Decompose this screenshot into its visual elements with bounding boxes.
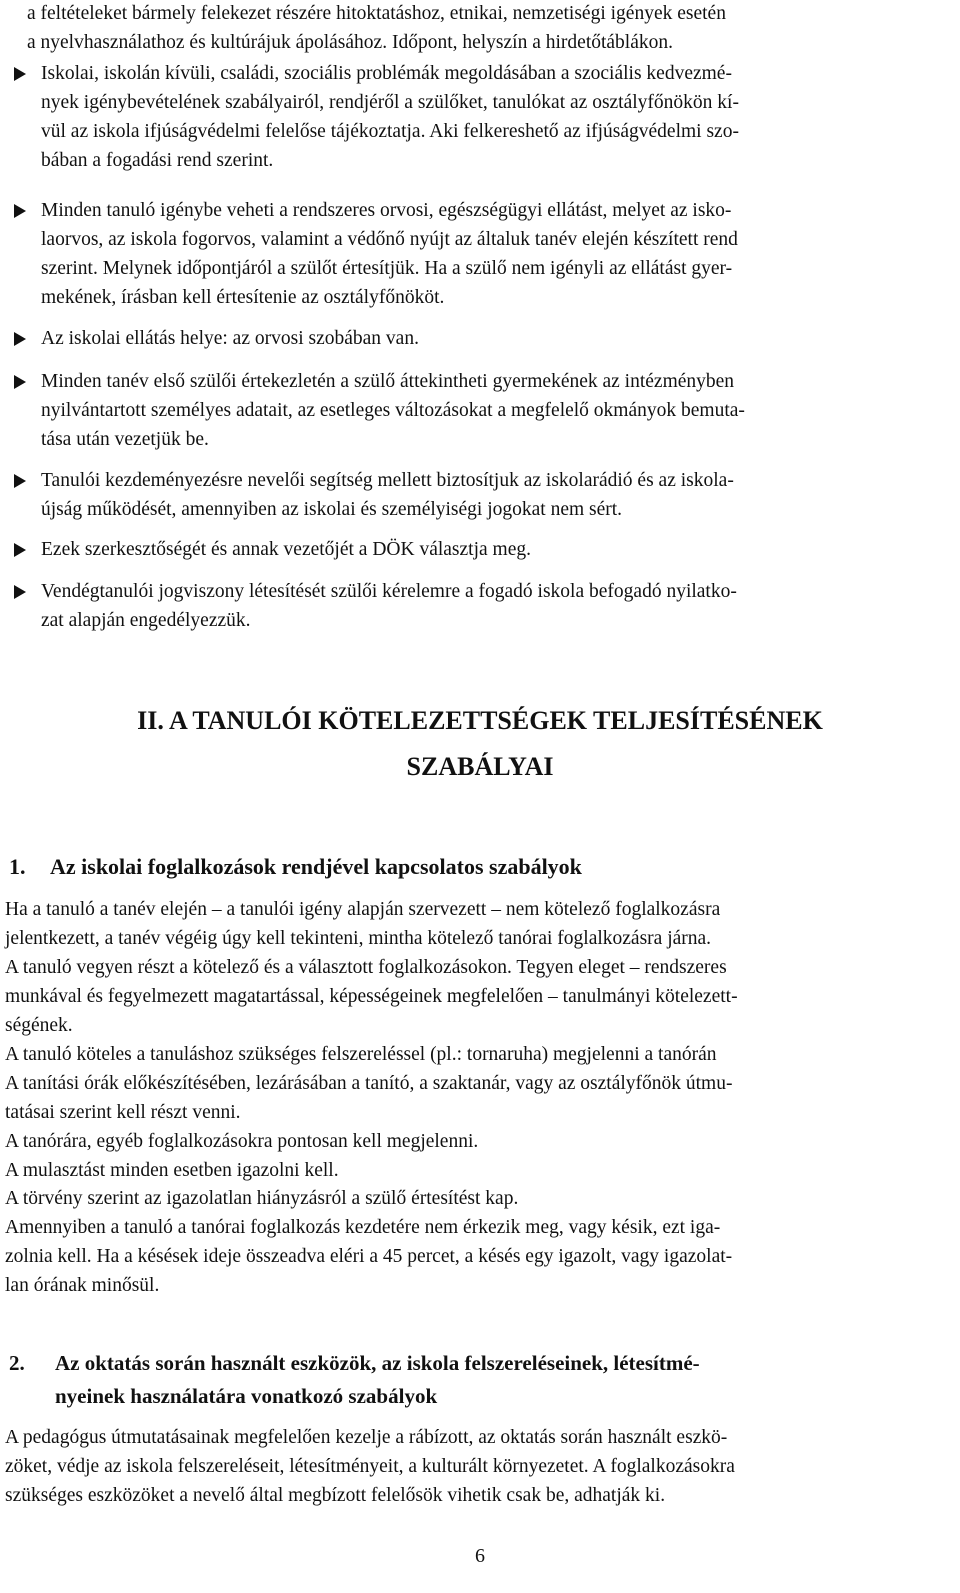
bullet-text-line: bában a fogadási rend szerint. (41, 150, 274, 171)
section-number: 1. (9, 854, 26, 879)
bullet-text-line: Az iskolai ellátás helye: az orvosi szobában van. (41, 328, 419, 349)
chapter-heading: II. A TANULÓI KÖTELEZETTSÉGEK TELJESÍTÉSÉNEK (137, 706, 823, 735)
bullet-text-line: Minden tanuló igénybe veheti a rendszeres orvosi, egészségügyi ellátást, melyet az isko- (41, 200, 732, 221)
body-text-line: Ha a tanuló a tanév elején – a tanulói igény alapján szervezett – nem kötelező foglalkozásra (5, 899, 721, 920)
triangle-bullet-icon (14, 332, 26, 346)
bullet-text-line: Tanulói kezdeményezésre nevelői segítség mellett biztosítjuk az iskolarádió és az iskola- (41, 470, 734, 491)
section-title: Az oktatás során használt eszközök, az iskola felszereléseinek, létesítmé- (55, 1351, 700, 1375)
body-text-line: A tanuló vegyen részt a kötelező és a választott foglalkozásokon. Tegyen eleget – rendszeres (5, 957, 727, 978)
body-text-line: A mulasztást minden esetben igazolni kell. (5, 1160, 339, 1181)
body-text-line: A tanuló köteles a tanuláshoz szükséges felszereléssel (pl.: tornaruha) megjelenni a tanórán (5, 1044, 717, 1065)
bullet-text-line: vül az iskola ifjúságvédelmi felelőse tájékoztatja. Aki felkereshető az ifjúságvédelmi szo- (41, 121, 739, 142)
triangle-bullet-icon (14, 543, 26, 557)
body-text-line: szükséges eszközöket a nevelő által megbízott felelősök vihetik csak be, adhatják ki. (5, 1485, 666, 1506)
triangle-bullet-icon (14, 204, 26, 218)
body-text-line: A törvény szerint az igazolatlan hiányzásról a szülő értesítést kap. (5, 1188, 519, 1209)
chapter-heading: SZABÁLYAI (406, 752, 554, 781)
body-text-line: A tanórára, egyéb foglalkozásokra pontosan kell megjelenni. (5, 1131, 479, 1152)
intro-line: a feltételeket bármely felekezet részére hitoktatáshoz, etnikai, nemzetiségi igények esetén (27, 3, 726, 24)
bullet-text-line: mekének, írásban kell értesítenie az osztályfőnököt. (41, 287, 445, 308)
triangle-bullet-icon (14, 585, 26, 599)
page-number: 6 (475, 1545, 485, 1567)
bullet-text-line: Iskolai, iskolán kívüli, családi, szociális problémák megoldásában a szociális kedvezmé- (41, 63, 732, 84)
bullet-text-line: Minden tanév első szülői értekezletén a szülő áttekintheti gyermekének az intézményben (41, 371, 735, 392)
body-text-line: munkával és fegyelmezett magatartással, képességeinek megfelelően – tanulmányi kötelezett- (5, 986, 738, 1007)
body-text-line: tatásai szerint kell részt venni. (5, 1102, 241, 1123)
bullet-text-line: zat alapján engedélyezzük. (41, 610, 251, 631)
body-text-line: lan órának minősül. (5, 1275, 160, 1296)
section-number: 2. (9, 1351, 25, 1375)
bullet-text-line: Vendégtanulói jogviszony létesítését szülői kérelemre a fogadó iskola befogadó nyilatko- (41, 581, 737, 602)
bullet-text-line: tása után vezetjük be. (41, 429, 209, 450)
body-text-line: zöket, védje az iskola felszereléseit, létesítményeit, a kulturált környezetet. A foglalkozásokra (5, 1456, 735, 1477)
body-text-line: jelentkezett, a tanév végéig úgy kell tekinteni, mintha kötelező tanórai foglalkozásra járna. (5, 928, 712, 949)
bullet-text-line: nyilvántartott személyes adatait, az esetleges változásokat a megfelelő okmányok bemuta- (41, 400, 745, 421)
body-text-line: A tanítási órák előkészítésében, lezárásában a tanító, a szaktanár, vagy az osztályfőnök útmu- (5, 1073, 733, 1094)
triangle-bullet-icon (14, 375, 26, 389)
body-text-line: ségének. (5, 1015, 73, 1036)
triangle-bullet-icon (14, 67, 26, 81)
body-text-line: Amennyiben a tanuló a tanórai foglalkozás kezdetére nem érkezik meg, vagy késik, ezt iga- (5, 1217, 721, 1238)
body-text-line: zolnia kell. Ha a késések ideje összeadva eléri a 45 percet, a késés egy igazolt, vagy igazolat- (5, 1246, 733, 1267)
bullet-text-line: újság működését, amennyiben az iskolai és személyiségi jogokat nem sért. (41, 499, 623, 520)
bullet-text-line: szerint. Melynek időpontjáról a szülőt értesítjük. Ha a szülő nem igényli az ellátást gyer- (41, 258, 733, 279)
bullet-text-line: laorvos, az iskola fogorvos, valamint a védőnő nyújt az általuk tanév elején készített rend (41, 229, 738, 250)
triangle-bullet-icon (14, 474, 26, 488)
body-text-line: A pedagógus útmutatásainak megfelelően kezelje a rábízott, az oktatás során használt eszkö- (5, 1427, 728, 1448)
section-title: nyeinek használatára vonatkozó szabályok (55, 1384, 438, 1408)
intro-line: a nyelvhasználathoz és kultúrájuk ápolásához. Időpont, helyszín a hirdetőtáblákon. (27, 32, 674, 53)
bullet-text-line: Ezek szerkesztőségét és annak vezetőjét a DÖK választja meg. (41, 539, 531, 560)
section-title: Az iskolai foglalkozások rendjével kapcsolatos szabályok (50, 854, 582, 879)
bullet-text-line: nyek igénybevételének szabályairól, rendjéről a szülőket, tanulókat az osztályfőnökön kí- (41, 92, 739, 113)
